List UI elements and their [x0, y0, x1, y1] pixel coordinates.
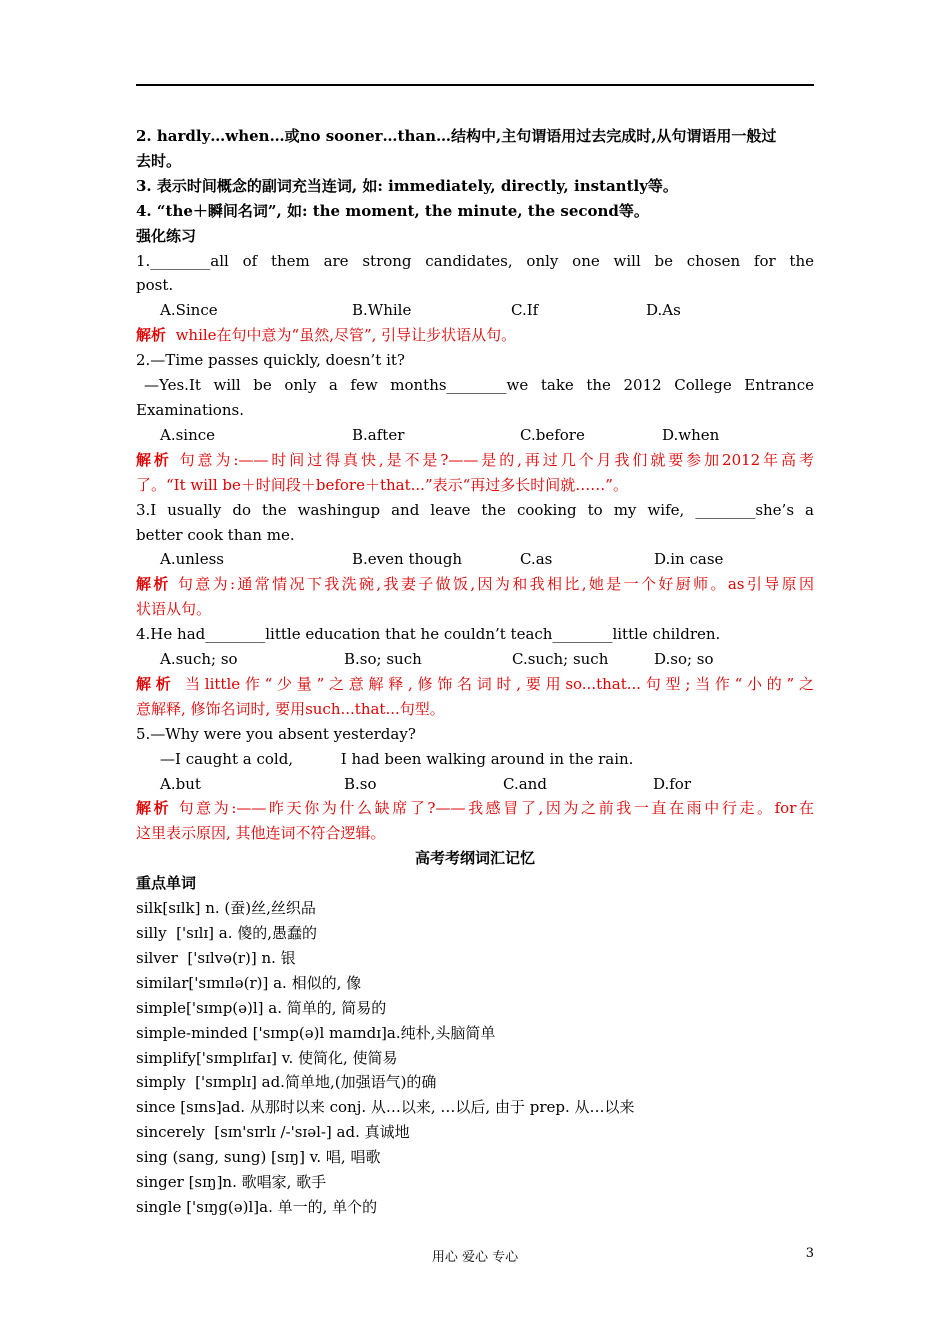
q1-option-d: D.As	[646, 301, 681, 320]
q1-stem-line-1: 1.________all of them are strong candidates, only one will be chosen for the	[136, 251, 814, 270]
q5-stem-line-1: 5.—Why were you absent yesterday?	[136, 724, 416, 743]
q3-stem-line-1: 3.I usually do the washingup and leave the cooking to my wife, ________she’s a	[136, 500, 814, 519]
q2-option-a: A.since	[160, 425, 216, 444]
q4-option-d: D.so; so	[654, 650, 714, 669]
vocab-item: simplify['sɪmplɪfaɪ] v. 使简化, 使简易	[136, 1048, 398, 1067]
q3-option-b: B.even though	[352, 550, 463, 569]
q3-stem-line-2: better cook than me.	[136, 525, 295, 544]
vocab-subtitle: 重点单词	[136, 874, 197, 893]
q2-option-b: B.after	[352, 425, 405, 444]
q5-options	[136, 772, 814, 797]
q3-option-d: D.in case	[654, 550, 724, 569]
q2-options	[136, 423, 814, 448]
q5-analysis-line-2: 这里表示原因, 其他连词不符合逻辑。	[136, 824, 386, 843]
q4-analysis-label: 解析	[136, 674, 176, 693]
q2-stem-line-3: Examinations.	[136, 400, 244, 419]
q3-options	[136, 547, 814, 572]
q3-analysis-line-2: 状语从句。	[136, 600, 212, 619]
q2-stem-line-2: —Yes.It will be only a few months________we take the 2012 College Entrance	[144, 376, 814, 395]
note-4: 4. “the＋瞬间名词”, 如: the moment, the minute, the second等。	[136, 201, 649, 220]
q3-option-a: A.unless	[160, 550, 224, 569]
q3-analysis-text-1: 句意为:通常情况下我洗碗,我妻子做饭,因为和我相比,她是一个好厨师。as引导原因	[177, 575, 814, 594]
q5-analysis-text-1: 句意为:——昨天你为什么缺席了?——我感冒了,因为之前我一直在雨中行走。for在	[178, 799, 814, 818]
vocab-item: sincerely [sɪn'sɪrlɪ /-'sɪəl-] ad. 真诚地	[136, 1123, 410, 1142]
q1-stem-line-2: post.	[136, 276, 174, 295]
q4-option-b: B.so; such	[344, 650, 422, 669]
q1-analysis	[136, 323, 814, 348]
q1-analysis-label: 解析	[136, 326, 167, 345]
q2-analysis-line-1	[136, 448, 814, 473]
q2-analysis-text-1: 句意为:——时间过得真快,是不是?——是的,再过几个月我们就要参加2012年高考	[179, 450, 814, 469]
vocab-item: silver ['sɪlvə(r)] n. 银	[136, 948, 296, 967]
q5-option-d: D.for	[653, 774, 692, 793]
vocab-item: single ['sɪŋg(ə)l]a. 单一的, 单个的	[136, 1197, 378, 1216]
q1-option-c: C.If	[511, 301, 539, 320]
q1-option-b: B.While	[352, 301, 412, 320]
q2-analysis-line-2: 了。“It will be＋时间段＋before＋that...”表示“再过多长时间就……”。	[136, 475, 628, 494]
q1-analysis-text: while在句中意为“虽然,尽管”, 引导让步状语从句。	[175, 326, 517, 345]
vocab-item: simple-minded ['sɪmp(ə)l maɪndɪ]a.纯朴,头脑简单	[136, 1023, 496, 1042]
vocab-item: singer [sɪŋ]n. 歌唱家, 歌手	[136, 1173, 327, 1192]
q2-analysis-label: 解析	[136, 450, 172, 469]
q4-stem: 4.He had________little education that he couldn’t teach________little children.	[136, 625, 721, 644]
vocab-item: silk[sɪlk] n. (蚕)丝,丝织品	[136, 899, 316, 918]
q4-option-a: A.such; so	[160, 650, 238, 669]
note-3: 3. 表示时间概念的副词充当连词, 如: immediately, directly, instantly等。	[136, 176, 678, 195]
q3-analysis-label: 解析	[136, 575, 171, 594]
q5-analysis-line-1	[136, 796, 814, 821]
vocab-item: since [sɪns]ad. 从那时以来 conj. 从…以来, …以后, 由于 prep. 从…以来	[136, 1098, 635, 1117]
vocab-item: simply ['sɪmplɪ] ad.简单地,(加强语气)的确	[136, 1073, 437, 1092]
q2-stem-line-1: 2.—Time passes quickly, doesn’t it?	[136, 351, 405, 370]
vocab-item: similar['sɪmɪlə(r)] a. 相似的, 像	[136, 973, 362, 992]
practice-title: 强化练习	[136, 226, 197, 245]
q3-analysis-line-1	[136, 572, 814, 597]
q4-option-c: C.such; such	[512, 650, 609, 669]
note-2-line-2: 去时。	[136, 151, 182, 170]
q4-options	[136, 647, 814, 672]
note-2-line-1: 2. hardly…when…或no sooner…than…结构中,主句谓语用过去完成时,从句谓语用一般过	[136, 127, 777, 145]
vocab-item: simple['sɪmp(ə)l] a. 简单的, 简易的	[136, 998, 387, 1017]
vocab-title: 高考考纲词汇记忆	[414, 849, 535, 868]
q5-option-c: C.and	[503, 774, 547, 793]
q3-option-c: C.as	[520, 550, 553, 569]
page-content	[136, 124, 814, 1220]
page-number: 3	[805, 1246, 814, 1261]
q1-options	[136, 298, 814, 323]
q2-option-d: D.when	[662, 425, 720, 444]
q4-analysis-text-1: 当little作“少量”之意解释,修饰名词时,要用so...that...句型;当作“小的”之	[185, 674, 814, 693]
q5-option-a: A.but	[160, 774, 201, 793]
q4-analysis-line-1	[136, 672, 814, 697]
q5-option-b: B.so	[344, 774, 377, 793]
q2-option-c: C.before	[520, 425, 585, 444]
header-rule	[136, 84, 814, 86]
vocab-item: silly ['sɪlɪ] a. 傻的,愚蠢的	[136, 924, 318, 942]
footer-text: 用心 爱心 专心	[431, 1250, 519, 1265]
q5-analysis-label: 解析	[136, 799, 172, 818]
q1-option-a: A.Since	[160, 301, 218, 320]
q4-analysis-line-2: 意解释, 修饰名词时, 要用such...that...句型。	[136, 699, 445, 718]
vocab-item: sing (sang, sung) [sɪŋ] v. 唱, 唱歌	[136, 1148, 381, 1167]
q5-stem-line-2: —I caught a cold, I had been walking around in the rain.	[160, 749, 634, 768]
